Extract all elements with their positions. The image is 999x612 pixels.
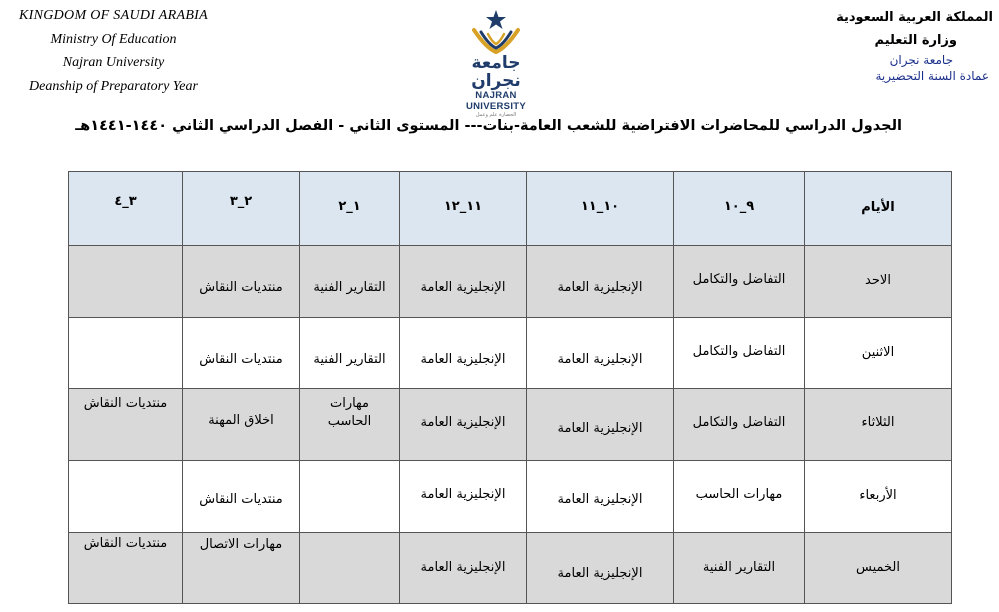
schedule-title: الجدول الدراسي للمحاضرات الافتراضية للشعب العامة-بنات--- المستوى الثاني - الفصل الدراسي الثاني ١٤٤٠-١٤٤١هـ [75, 118, 902, 134]
table-row [69, 389, 952, 461]
logo-arabic-name: جامعة نجران [471, 53, 521, 91]
day-cell: الاحد [805, 246, 952, 318]
schedule-cell: مهارات الاتصال [183, 533, 300, 604]
header-slot-11-12: ١١_١٢ [400, 172, 527, 246]
schedule-cell: منتديات النقاش [183, 318, 300, 389]
schedule-cell: الإنجليزية العامة [527, 318, 674, 389]
table-row [69, 461, 952, 533]
schedule-cell: منتديات النقاش [69, 533, 183, 604]
schedule-cell: الإنجليزية العامة [527, 246, 674, 318]
schedule-cell: الإنجليزية العامة [400, 461, 527, 533]
table-header-row [69, 172, 952, 246]
schedule-cell: الإنجليزية العامة [400, 533, 527, 604]
university-emblem-icon [466, 8, 526, 58]
logo-english-name: NAJRAN UNIVERSITY [465, 90, 526, 112]
day-cell: الاثنين [805, 318, 952, 389]
schedule-table [68, 171, 952, 604]
header-slot-10-11: ١٠_١١ [527, 172, 674, 246]
logo-tagline: الحضارة علم وعمل [475, 112, 517, 118]
schedule-cell: منتديات النقاش [183, 246, 300, 318]
schedule-cell: الإنجليزية العامة [527, 461, 674, 533]
header-ar-ministry: وزارة التعليم [874, 33, 957, 48]
schedule-cell: مهارات الحاسب [674, 461, 805, 533]
header-ar-deanship: عمادة السنة التحضيرية [875, 69, 989, 83]
table-row [69, 533, 952, 604]
header-en-deanship: Deanship of Preparatory Year [29, 78, 198, 94]
schedule-cell: اخلاق المهنة [183, 389, 300, 461]
schedule-cell: التقارير الفنية [300, 318, 400, 389]
schedule-cell: الإنجليزية العامة [527, 533, 674, 604]
schedule-cell: الإنجليزية العامة [400, 389, 527, 461]
schedule-cell [69, 318, 183, 389]
schedule-cell: التقارير الفنية [674, 533, 805, 604]
day-cell: الثلاثاء [805, 389, 952, 461]
university-logo [444, 8, 548, 118]
day-cell: الأربعاء [805, 461, 952, 533]
header-slot-9-10: ٩_١٠ [674, 172, 805, 246]
schedule-cell: التفاضل والتكامل [674, 318, 805, 389]
schedule-cell: منتديات النقاش [183, 461, 300, 533]
header-en-kingdom: KINGDOM OF SAUDI ARABIA [19, 8, 208, 23]
schedule-cell: الإنجليزية العامة [400, 318, 527, 389]
schedule-cell [300, 533, 400, 604]
schedule-cell: التفاضل والتكامل [674, 389, 805, 461]
schedule-cell: مهارات الحاسب [300, 389, 400, 461]
header-slot-2-3: ٢_٣ [183, 172, 300, 246]
header-ar-kingdom: المملكة العربية السعودية [836, 10, 993, 25]
header-slot-3-4: ٣_٤ [69, 172, 183, 246]
header-days: الأيام [805, 172, 952, 246]
schedule-cell: منتديات النقاش [69, 389, 183, 461]
header-en-ministry: Ministry Of Education [50, 31, 177, 47]
schedule-cell [69, 246, 183, 318]
schedule-cell: الإنجليزية العامة [400, 246, 527, 318]
schedule-cell: التقارير الفنية [300, 246, 400, 318]
schedule-cell [69, 461, 183, 533]
header-ar-university: جامعة نجران [889, 53, 953, 67]
header-slot-1-2: ١_٢ [300, 172, 400, 246]
schedule-cell: التفاضل والتكامل [674, 246, 805, 318]
table-row [69, 318, 952, 389]
header-arabic [793, 6, 993, 84]
day-cell: الخميس [805, 533, 952, 604]
schedule-cell: الإنجليزية العامة [527, 389, 674, 461]
header-en-university: Najran University [62, 55, 165, 70]
schedule-cell [300, 461, 400, 533]
table-row [69, 246, 952, 318]
header-english [6, 4, 221, 98]
